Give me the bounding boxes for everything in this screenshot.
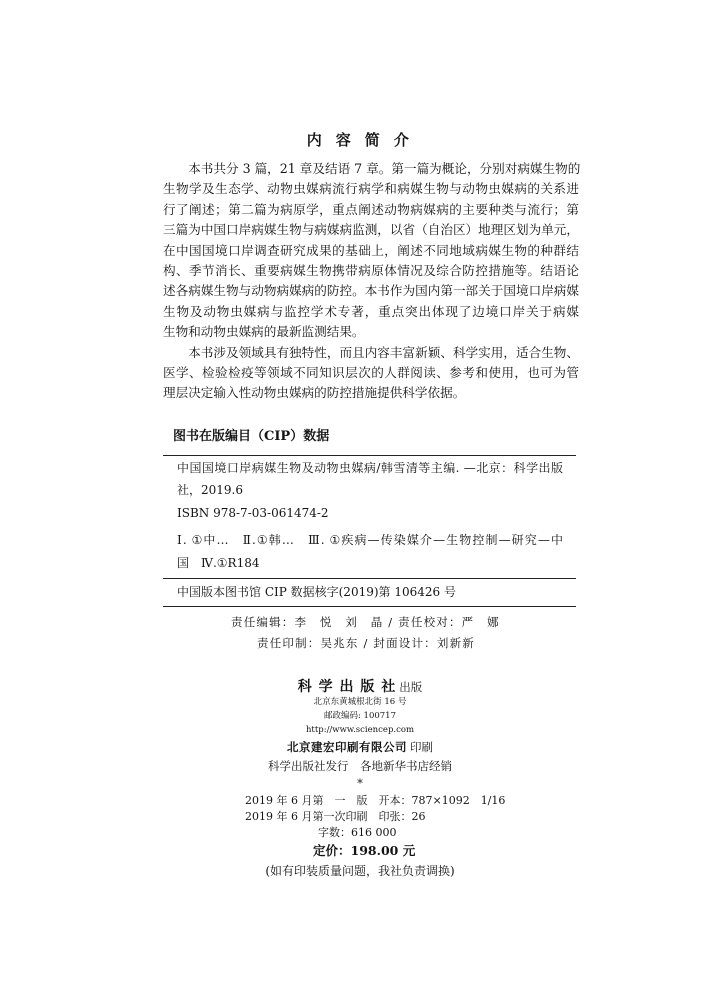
summary-paragraph-1 — [163, 159, 579, 343]
summary-body — [163, 159, 579, 404]
separator-asterisk: * — [357, 776, 363, 790]
paragraph-line: 本书涉及领域具有独特性，而且内容丰富新颖、科学实用，适合生物、 — [188, 344, 579, 360]
printer-line — [0, 738, 720, 754]
summary-title: 内 容 简 介 — [306, 131, 414, 149]
paragraph-line: 本书共分 3 篇，21 章及结语 7 章。第一篇为概论，分别对病媒生物的 — [188, 161, 581, 176]
price: 定价：198.00 元 — [313, 843, 416, 858]
cip-record-line: 社，2019.6 — [177, 483, 243, 497]
publisher-postcode: 邮政编码: 100717 — [323, 711, 396, 721]
paragraph-line: 生物和动物虫媒病的最新监测结果。 — [163, 324, 365, 340]
cip-bottom-rule — [163, 606, 576, 607]
cip-heading: 图书在版编目（CIP）数据 — [173, 429, 330, 444]
publisher-name-suffix: 出版 — [399, 680, 423, 694]
publisher-address: 北京东黄城根北街 16 号 — [313, 697, 407, 707]
credits-production: 责任印制：吴兆东 / 封面设计：刘新新 — [257, 636, 475, 650]
publisher-line — [0, 678, 720, 694]
paragraph-line: 医学、检验检疫等领域不同知识层次的人群阅读、参考和使用，也可为管 — [163, 364, 579, 380]
printer-suffix: 印刷 — [410, 740, 433, 754]
word-count: 字数：616 000 — [318, 826, 397, 839]
paragraph-line: 行了阐述；第二篇为病原学，重点阐述动物病媒病的主要种类与流行；第 — [163, 201, 579, 217]
paragraph-line: 理层决定输入性动物虫媒病的防控措施提供科学依据。 — [163, 385, 466, 401]
paragraph-line: 在中国国境口岸调查研究成果的基础上，阐述不同地域病媒生物的种群结 — [163, 242, 579, 258]
distribution-line: 科学出版社发行 各地新华书店经销 — [268, 759, 452, 773]
cip-isbn: ISBN 978-7-03-061474-2 — [177, 506, 329, 520]
cip-number: 中国版本图书馆 CIP 数据核字(2019)第 106426 号 — [177, 585, 456, 599]
printer-name: 北京建宏印刷有限公司 — [287, 740, 407, 754]
summary-paragraph-2 — [163, 343, 579, 404]
cip-middle-rule — [163, 578, 576, 579]
paragraph-line: 三篇为中国口岸病媒生物与病媒病监测，以省（自治区）地理区划为单元， — [163, 222, 579, 238]
printing-line: 2019 年 6 月第一次印刷 印张：26 — [245, 810, 426, 823]
cip-record-line: 中国国境口岸病媒生物及动物虫媒病/韩雪清等主编. —北京：科学出版 — [177, 461, 563, 475]
quality-notice: (如有印装质量问题，我社负责调换) — [265, 864, 455, 878]
cip-top-rule — [163, 455, 576, 456]
paragraph-line: 生物学及生态学、动物虫媒病流行病学和病媒生物与动物虫媒病的关系进 — [163, 181, 579, 197]
publisher-website: http://www.sciencep.com — [305, 725, 415, 735]
publisher-name: 科 学 出 版 社 — [297, 679, 397, 695]
edition-line: 2019 年 6 月第 一 版 开本：787×1092 1/16 — [245, 794, 506, 807]
paragraph-line: 生物及动物虫媒病与监控学术专著，重点突出体现了边境口岸关于病媒 — [163, 303, 579, 319]
cip-classification-line: Ⅰ. ①中… Ⅱ.①韩… Ⅲ. ①疾病—传染媒介—生物控制—研究—中 — [177, 533, 563, 547]
paragraph-line: 构、季节消长、重要病媒生物携带病原体情况及综合防控措施等。结语论 — [163, 262, 579, 278]
paragraph-line: 述各病媒生物与动物病媒病的防控。本书作为国内第一部关于国境口岸病媒 — [163, 283, 579, 299]
cip-classification-line: 国 Ⅳ.①R184 — [177, 556, 260, 570]
credits-editors: 责任编辑：李 悦 刘 晶 / 责任校对：严 娜 — [231, 615, 500, 629]
